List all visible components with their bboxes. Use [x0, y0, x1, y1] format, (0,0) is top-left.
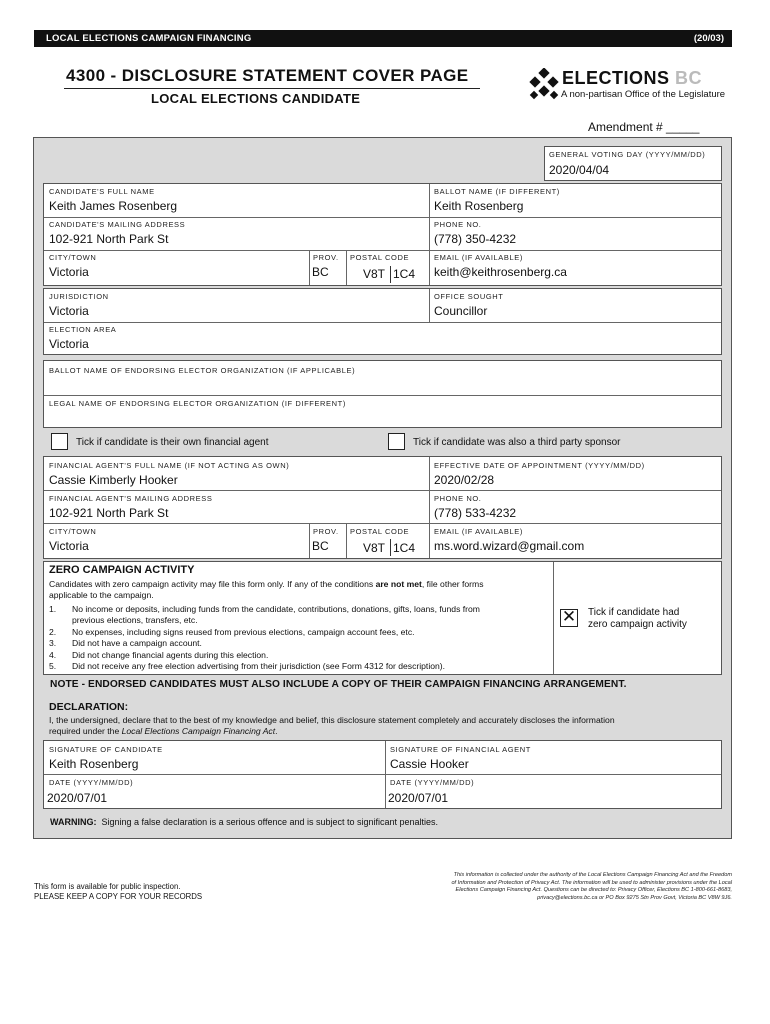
- candidate-signature-field[interactable]: Keith Rosenberg: [49, 757, 139, 771]
- voting-day-label: GENERAL VOTING DAY (YYYY/MM/DD): [549, 150, 706, 159]
- footer-public-inspection: This form is available for public inspection.: [34, 882, 181, 891]
- warning-text: [50, 817, 438, 827]
- elections-bc-logo-icon: [527, 68, 561, 102]
- condition-text: Did not receive any free election advertising from their jurisdiction (see Form 4312 for description).: [72, 661, 446, 671]
- candidate-postal-label: POSTAL CODE: [350, 253, 410, 262]
- logo-name: ELECTIONS: [562, 68, 670, 88]
- agent-address-label: FINANCIAL AGENT'S MAILING ADDRESS: [49, 494, 213, 503]
- footer-left: [34, 882, 202, 902]
- agent-prov-field[interactable]: BC: [312, 539, 329, 553]
- jurisdiction-box: [43, 288, 722, 355]
- agent-email-field[interactable]: ms.word.wizard@gmail.com: [434, 539, 585, 553]
- agent-phone-field[interactable]: (778) 533-4232: [434, 506, 517, 520]
- declaration-line1: I, the undersigned, declare that to the best of my knowledge and belief, this disclosure statement completely and accurately discloses the information: [49, 715, 615, 725]
- zero-activity-checkbox[interactable]: [560, 609, 578, 627]
- privacy-line2: of Information and Protection of Privacy Act. The information will be used to administer provisions under the Local: [451, 879, 732, 886]
- candidate-phone-label: PHONE NO.: [434, 220, 482, 229]
- third-party-label: Tick if candidate was also a third party sponsor: [413, 437, 621, 448]
- agent-name-label: FINANCIAL AGENT'S FULL NAME (IF NOT ACTING AS OWN): [49, 461, 290, 470]
- candidate-email-field[interactable]: keith@keithrosenberg.ca: [434, 265, 567, 279]
- page-title: 4300 - DISCLOSURE STATEMENT COVER PAGE: [66, 66, 469, 85]
- declaration-title: DECLARATION:: [49, 701, 129, 713]
- zero-intro-part1: Candidates with zero campaign activity may file this form only. If any of the conditions: [49, 579, 376, 589]
- zero-intro-emphasis: are not met: [375, 579, 422, 589]
- privacy-line4: privacy@elections.bc.ca or PO Box 9275 Stn Prov Govt, Victoria BC V8W 9J6.: [537, 894, 732, 901]
- header-bar: [34, 30, 732, 47]
- zero-activity-title: ZERO CAMPAIGN ACTIVITY: [49, 564, 195, 576]
- warning-label: WARNING:: [50, 817, 97, 827]
- page-subtitle: LOCAL ELECTIONS CANDIDATE: [151, 91, 361, 106]
- privacy-line1: This information is collected under the authority of the Local Elections Campaign Financing Act and the Freedom: [453, 872, 732, 878]
- header-form-version: (20/03): [693, 33, 724, 44]
- amendment-number[interactable]: Amendment # _____: [588, 120, 700, 134]
- agent-address-field[interactable]: 102-921 North Park St: [49, 506, 169, 520]
- footer-keep-copy: PLEASE KEEP A COPY FOR YOUR RECORDS: [34, 892, 203, 901]
- candidate-name-label: CANDIDATE'S FULL NAME: [49, 187, 155, 196]
- own-agent-label: Tick if candidate is their own financial agent: [76, 437, 269, 448]
- warning-message: Signing a false declaration is a serious offence and is subject to significant penalties.: [101, 817, 439, 827]
- condition-text: previous elections, transfers, etc.: [72, 615, 198, 625]
- logo-bc: BC: [675, 68, 703, 88]
- check-x-icon: ✕: [561, 607, 577, 626]
- zero-tick-label-line2: zero campaign activity: [588, 619, 687, 630]
- zero-tick-label-line1: Tick if candidate had: [588, 607, 680, 618]
- footer-privacy-notice: [402, 872, 732, 902]
- logo-tagline: A non-partisan Office of the Legislature: [561, 89, 726, 100]
- condition-text: Did not have a campaign account.: [72, 638, 202, 648]
- ballot-name-label: BALLOT NAME (IF DIFFERENT): [434, 187, 560, 196]
- candidate-address-label: CANDIDATE'S MAILING ADDRESS: [49, 220, 186, 229]
- privacy-line3: Elections Campaign Financing Act. Questions can be directed to: Privacy Officer, Elections BC 1-800-661-8683,: [455, 887, 732, 894]
- candidate-city-label: CITY/TOWN: [49, 253, 97, 262]
- candidate-info-box: [43, 183, 722, 286]
- candidate-signature-label: SIGNATURE OF CANDIDATE: [49, 745, 163, 754]
- declaration-line2: [49, 726, 278, 737]
- agent-prov-label: PROV.: [313, 527, 339, 536]
- agent-signature-field[interactable]: Cassie Hooker: [390, 757, 469, 771]
- zero-activity-intro: [49, 579, 484, 590]
- election-area-field[interactable]: Victoria: [49, 337, 89, 351]
- condition-number: 5.: [49, 661, 57, 671]
- ballot-name-field[interactable]: Keith Rosenberg: [434, 199, 524, 213]
- candidate-date-label: DATE (YYYY/MM/DD): [49, 778, 134, 787]
- agent-phone-label: PHONE NO.: [434, 494, 482, 503]
- agent-date-field[interactable]: 2020/07/01: [388, 791, 449, 805]
- endorsing-org-box: [43, 360, 722, 428]
- signature-box: [43, 740, 722, 809]
- condition-text: Did not change financial agents during this election.: [72, 650, 269, 660]
- title-underline: [64, 88, 480, 89]
- zero-activity-box: [43, 561, 722, 675]
- own-agent-checkbox[interactable]: [51, 433, 68, 450]
- candidate-prov-field[interactable]: BC: [312, 265, 329, 279]
- candidate-name-field[interactable]: Keith James Rosenberg: [49, 199, 178, 213]
- agent-city-label: CITY/TOWN: [49, 527, 97, 536]
- agent-postal-part1[interactable]: V8T: [363, 541, 386, 555]
- agent-name-field[interactable]: Cassie Kimberly Hooker: [49, 473, 178, 487]
- agent-postal-label: POSTAL CODE: [350, 527, 410, 536]
- candidate-date-field[interactable]: 2020/07/01: [47, 791, 108, 805]
- voting-day-box[interactable]: [544, 146, 722, 181]
- declaration-line2-start: required under the: [49, 726, 122, 736]
- act-name: Local Elections Campaign Financing Act: [121, 726, 276, 736]
- agent-city-field[interactable]: Victoria: [49, 539, 89, 553]
- zero-intro-part3: , file other forms: [421, 579, 484, 589]
- candidate-city-field[interactable]: Victoria: [49, 265, 89, 279]
- agent-signature-label: SIGNATURE OF FINANCIAL AGENT: [390, 745, 531, 754]
- declaration-line2-end: .: [275, 726, 278, 736]
- financial-agent-box: [43, 456, 722, 559]
- agent-date-label: DATE (YYYY/MM/DD): [390, 778, 475, 787]
- candidate-phone-field[interactable]: (778) 350-4232: [434, 232, 517, 246]
- agent-email-label: EMAIL (IF AVAILABLE): [434, 527, 523, 536]
- third-party-checkbox[interactable]: [388, 433, 405, 450]
- logo-wordmark: [562, 68, 702, 89]
- candidate-postal-part2[interactable]: 1C4: [393, 267, 416, 281]
- header-left: LOCAL ELECTIONS CAMPAIGN FINANCING: [46, 33, 252, 44]
- endorsed-note: NOTE - ENDORSED CANDIDATES MUST ALSO INCLUDE A COPY OF THEIR CAMPAIGN FINANCING ARRANGEMENT.: [50, 679, 627, 690]
- endorsing-legal-label: LEGAL NAME OF ENDORSING ELECTOR ORGANIZATION (IF DIFFERENT): [49, 399, 346, 408]
- office-sought-label: OFFICE SOUGHT: [434, 292, 504, 301]
- office-sought-field[interactable]: Councillor: [434, 304, 488, 318]
- condition-number: 1.: [49, 604, 57, 614]
- candidate-postal-part1[interactable]: V8T: [363, 267, 386, 281]
- election-area-label: ELECTION AREA: [49, 325, 117, 334]
- jurisdiction-field[interactable]: Victoria: [49, 304, 89, 318]
- appointment-date-label: EFFECTIVE DATE OF APPOINTMENT (YYYY/MM/DD): [434, 461, 645, 470]
- appointment-date-field[interactable]: 2020/02/28: [434, 473, 495, 487]
- condition-number: 3.: [49, 638, 57, 648]
- condition-number: 4.: [49, 650, 57, 660]
- jurisdiction-label: JURISDICTION: [49, 292, 109, 301]
- zero-intro-line2: applicable to the campaign.: [49, 590, 154, 600]
- agent-postal-part2[interactable]: 1C4: [393, 541, 416, 555]
- condition-text: No expenses, including signs reused from previous elections, campaign account fees, etc.: [72, 627, 415, 637]
- endorsing-ballot-label: BALLOT NAME OF ENDORSING ELECTOR ORGANIZATION (IF APPLICABLE): [49, 366, 356, 375]
- candidate-email-label: EMAIL (IF AVAILABLE): [434, 253, 523, 262]
- condition-text: No income or deposits, including funds from the candidate, contributions, donations, gifts, loans, funds from: [72, 604, 480, 614]
- candidate-prov-label: PROV.: [313, 253, 339, 262]
- candidate-address-field[interactable]: 102-921 North Park St: [49, 232, 169, 246]
- voting-day-value: 2020/04/04: [549, 163, 610, 177]
- condition-number: 2.: [49, 627, 57, 637]
